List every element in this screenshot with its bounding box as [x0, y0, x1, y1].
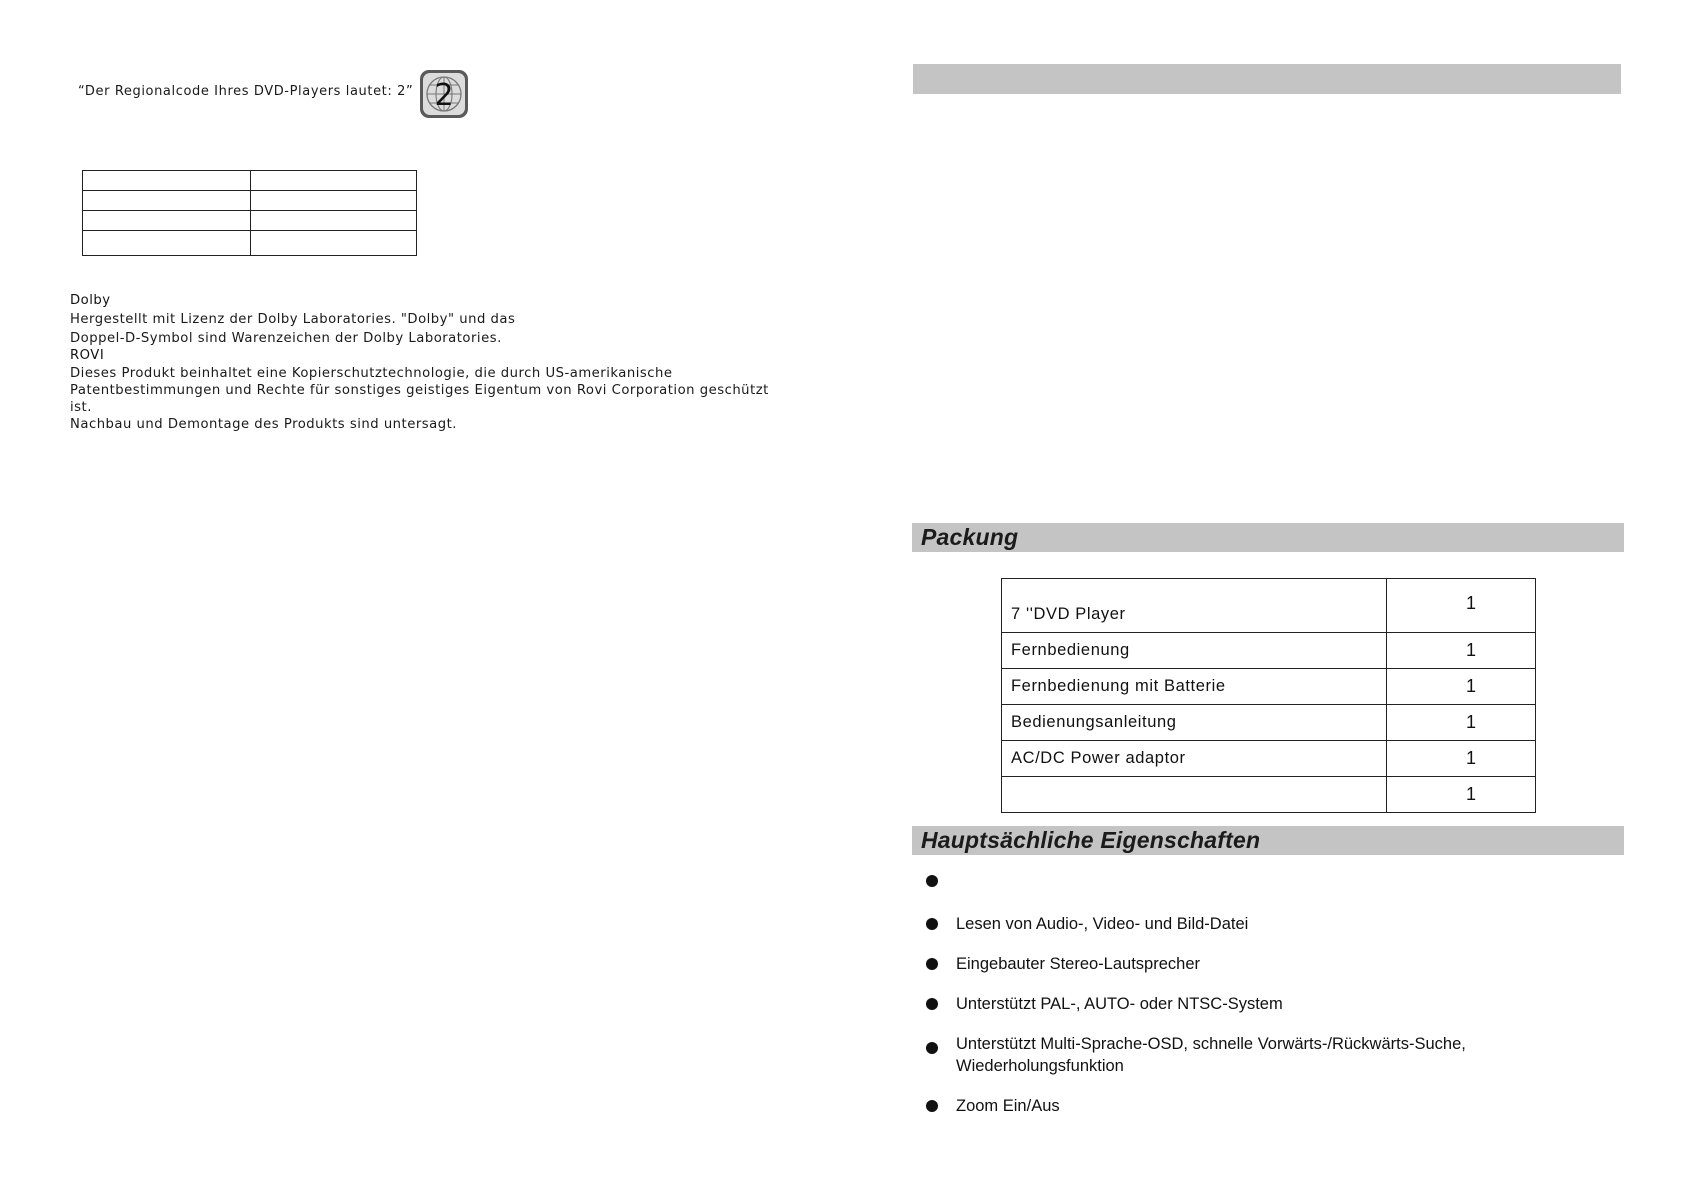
dolby-text-line: Hergestellt mit Lizenz der Dolby Laboratories. "Dolby" und das — [70, 312, 516, 327]
package-contents-table — [1001, 578, 1536, 813]
feature-text: Unterstützt PAL-, AUTO- oder NTSC-System — [956, 995, 1283, 1013]
feature-text: Unterstützt Multi-Sprache-OSD, schnelle Vorwärts-/Rückwärts-Suche, Wiederholungsfunktion — [956, 1035, 1466, 1075]
region-icon-number: 2 — [434, 78, 454, 113]
package-item-name: Bedienungsanleitung — [1002, 705, 1387, 741]
section-header-band — [913, 64, 1621, 94]
table-row — [83, 171, 417, 191]
package-item-name: AC/DC Power adaptor — [1002, 741, 1387, 777]
table-row — [83, 231, 417, 256]
table-row — [1002, 705, 1536, 741]
region-code-globe-icon — [418, 68, 470, 120]
dolby-text-line: Doppel-D-Symbol sind Warenzeichen der Dolby Laboratories. — [70, 331, 502, 346]
package-item-qty: 1 — [1387, 669, 1536, 705]
bullet-icon — [926, 958, 938, 970]
table-row — [1002, 669, 1536, 705]
package-item-name — [1002, 777, 1387, 813]
region-code-text: “Der Regionalcode Ihres DVD-Players lautet: 2” — [78, 84, 414, 99]
feature-text: Lesen von Audio-, Video- und Bild-Datei — [956, 915, 1249, 933]
features-header — [912, 826, 1624, 855]
package-item-name: 7 ''DVD Player — [1002, 579, 1387, 633]
bullet-icon — [926, 918, 938, 930]
dolby-heading: Dolby — [70, 293, 111, 308]
packung-title: Packung — [921, 524, 1019, 550]
feature-text: Eingebauter Stereo-Lautsprecher — [956, 955, 1200, 973]
package-item-name: Fernbedienung mit Batterie — [1002, 669, 1387, 705]
table-row — [1002, 579, 1536, 633]
table-row — [1002, 633, 1536, 669]
rovi-heading: ROVI — [70, 348, 105, 363]
rovi-text-line: Nachbau und Demontage des Produkts sind untersagt. — [70, 417, 457, 432]
bullet-icon — [926, 1042, 938, 1054]
table-row — [83, 211, 417, 231]
bullet-icon — [926, 998, 938, 1010]
bullet-icon — [926, 875, 938, 887]
table-row — [1002, 777, 1536, 813]
features-title: Hauptsächliche Eigenschaften — [921, 827, 1261, 853]
region-info-table — [82, 170, 417, 256]
right-page — [842, 0, 1684, 1190]
packung-header — [912, 523, 1624, 552]
package-item-qty: 1 — [1387, 633, 1536, 669]
package-item-qty: 1 — [1387, 741, 1536, 777]
package-item-qty: 1 — [1387, 777, 1536, 813]
table-row — [1002, 741, 1536, 777]
bullet-icon — [926, 1100, 938, 1112]
package-item-qty: 1 — [1387, 705, 1536, 741]
rovi-text-line: Dieses Produkt beinhaltet eine Kopierschutztechnologie, die durch US-amerikanische — [70, 366, 673, 381]
package-item-name: Fernbedienung — [1002, 633, 1387, 669]
table-row — [83, 191, 417, 211]
package-item-qty: 1 — [1387, 579, 1536, 633]
legal-notice — [70, 291, 790, 433]
feature-text: Zoom Ein/Aus — [956, 1097, 1060, 1115]
rovi-text-line: Patentbestimmungen und Rechte für sonstiges geistiges Eigentum von Rovi Corporation geschützt ist. — [70, 383, 769, 415]
